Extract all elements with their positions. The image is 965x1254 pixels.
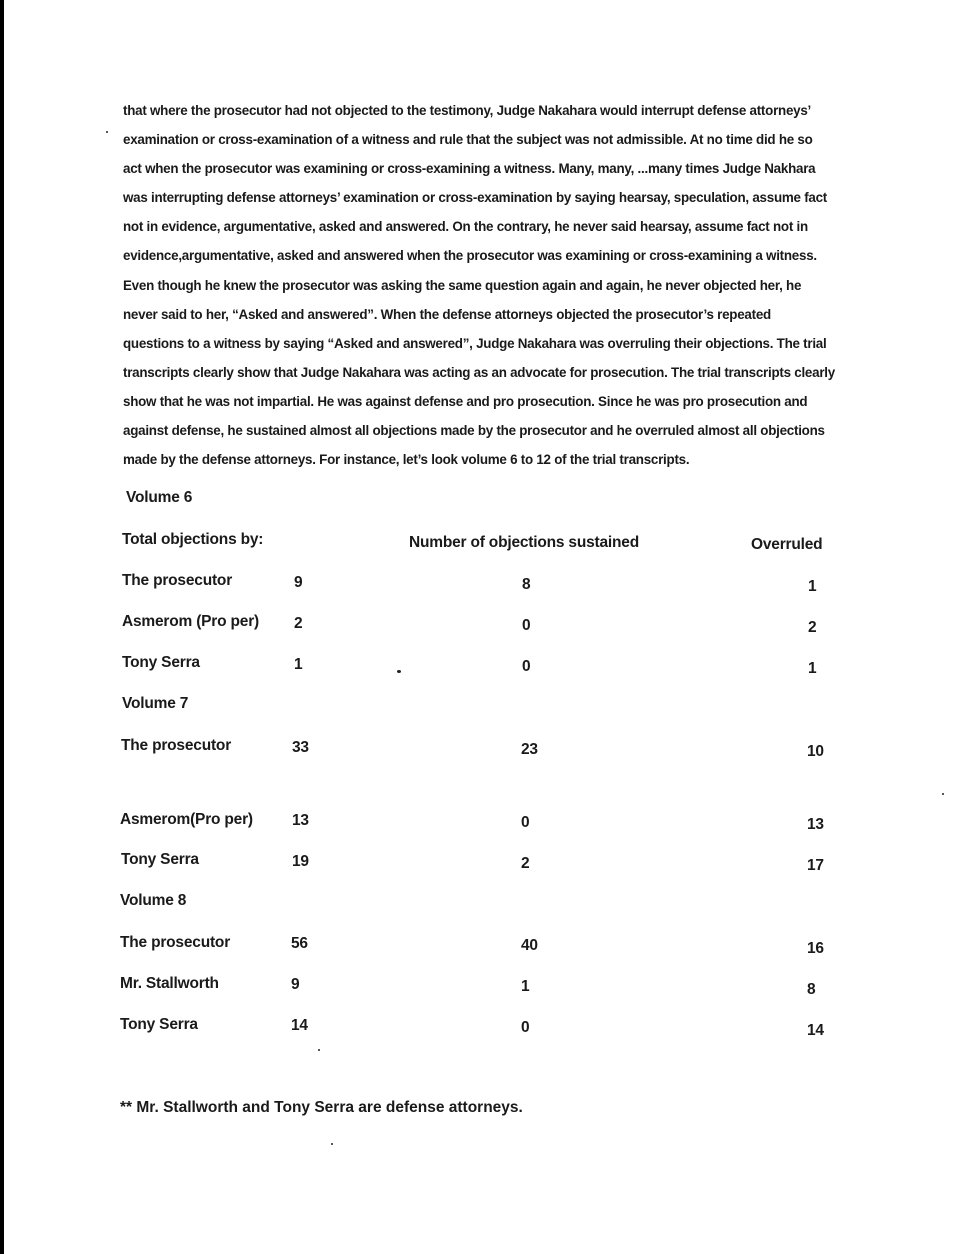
volume-title: Volume 6: [126, 489, 193, 506]
row-sustained: 0: [521, 814, 530, 831]
row-name: Tony Serra: [120, 1016, 198, 1033]
header-total-objections-by: Total objections by:: [122, 531, 264, 548]
row-overruled: 2: [808, 619, 817, 636]
header-sustained: Number of objections sustained: [409, 534, 639, 551]
scan-speck: [331, 1143, 333, 1145]
row-total: 1: [294, 656, 303, 673]
paragraph-line: never said to her, “Asked and answered”. When the defense attorneys objected the prosecutor’s repeated: [123, 306, 771, 322]
paragraph-line: show that he was not impartial. He was against defense and pro prosecution. Since he was pro prosecution and: [123, 393, 808, 409]
row-total: 14: [291, 1017, 308, 1034]
paragraph-line: examination or cross-examination of a witness and rule that the subject was not admissible. At no time did he so: [123, 132, 813, 148]
row-total: 2: [294, 615, 303, 632]
scan-speck: [318, 1049, 320, 1051]
row-sustained: 1: [521, 978, 530, 995]
row-total: 9: [291, 976, 300, 993]
row-overruled: 16: [807, 940, 824, 957]
row-sustained: 23: [521, 741, 538, 758]
paragraph-line: that where the prosecutor had not objected to the testimony, Judge Nakahara would interrupt defense attorneys’: [123, 103, 812, 118]
body-paragraph: [123, 96, 873, 474]
row-name: Tony Serra: [121, 851, 199, 868]
volume-title: Volume 8: [120, 892, 187, 909]
scan-speck: [397, 670, 401, 673]
row-sustained: 0: [521, 1019, 530, 1036]
paragraph-line: act when the prosecutor was examining or cross-examining a witness. Many, many, ...many times Judge Nakhara: [123, 161, 816, 177]
header-overruled: Overruled: [751, 536, 823, 553]
row-name: The prosecutor: [120, 934, 231, 951]
row-overruled: 14: [807, 1022, 824, 1039]
row-total: 9: [294, 574, 303, 591]
row-sustained: 40: [521, 937, 538, 954]
row-name: Asmerom (Pro per): [122, 613, 259, 630]
footnote: ** Mr. Stallworth and Tony Serra are defense attorneys.: [120, 1099, 523, 1116]
row-sustained: 0: [522, 617, 531, 634]
row-overruled: 10: [807, 743, 824, 760]
row-total: 56: [291, 935, 308, 952]
row-total: 13: [292, 812, 309, 829]
row-overruled: 17: [807, 857, 824, 874]
paragraph-line: against defense, he sustained almost all objections made by the prosecutor and he overruled almost all objections: [123, 423, 825, 439]
row-name: Asmerom(Pro per): [120, 811, 253, 828]
paragraph-line: questions to a witness by saying “Asked and answered”, Judge Nakahara was overruling their objections. The trial: [123, 335, 827, 351]
paragraph-line: made by the defense attorneys. For instance, let’s look volume 6 to 12 of the trial transcripts.: [123, 452, 690, 468]
row-name: The prosecutor: [122, 572, 233, 589]
paragraph-line: evidence,argumentative, asked and answered when the prosecutor was examining or cross-examining a witness.: [123, 248, 817, 264]
paragraph-line: was interrupting defense attorneys’ examination or cross-examination by saying hearsay, speculation, assume fact: [123, 190, 828, 206]
row-total: 19: [292, 853, 309, 870]
row-overruled: 1: [808, 660, 817, 677]
row-total: 33: [292, 739, 309, 756]
paragraph-line: not in evidence, argumentative, asked and answered. On the contrary, he never said hearsay, assume fact not in: [123, 219, 808, 235]
scan-speck: [942, 793, 944, 795]
row-overruled: 8: [807, 981, 816, 998]
row-sustained: 2: [521, 855, 530, 872]
scan-speck: [106, 131, 108, 133]
row-overruled: 13: [807, 816, 824, 833]
row-name: Mr. Stallworth: [120, 975, 219, 992]
row-overruled: 1: [808, 578, 817, 595]
row-name: The prosecutor: [121, 737, 232, 754]
row-sustained: 8: [522, 576, 531, 593]
row-name: Tony Serra: [122, 654, 200, 671]
paragraph-line: Even though he knew the prosecutor was asking the same question again and again, he never objected her, he: [123, 277, 802, 293]
paragraph-line: transcripts clearly show that Judge Nakahara was acting as an advocate for prosecution. The trial transcripts clearly: [123, 364, 835, 380]
row-sustained: 0: [522, 658, 531, 675]
scan-edge: [0, 0, 4, 1254]
volume-title: Volume 7: [122, 695, 189, 712]
